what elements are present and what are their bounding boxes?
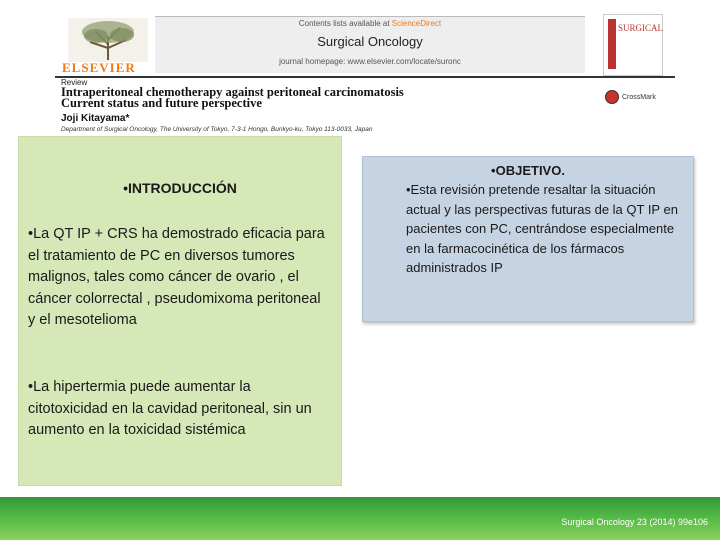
contents-availability (155, 19, 585, 28)
journal-title-banner (155, 16, 585, 73)
article-title (61, 87, 581, 109)
footer-citation: Surgical Oncology 23 (2014) 99e106 (561, 517, 708, 527)
sciencedirect-link[interactable]: ScienceDirect (391, 19, 442, 28)
crossmark-badge[interactable] (605, 90, 663, 104)
crossmark-label: CrossMark (622, 93, 656, 101)
journal-name: Surgical Oncology (317, 34, 423, 49)
objetivo-body: •Esta revisión pretende resaltar la situación actual y las perspectivas futuras de la QT IP en pacientes con PC, centrándose especialmente en la farmacocinética de los fármacos administrados IP (406, 182, 678, 275)
header-divider (55, 76, 675, 78)
contents-prefix: Contents lists available at (298, 19, 392, 28)
elsevier-wordmark: ELSEVIER (62, 60, 136, 75)
article-type: Review (61, 78, 88, 87)
journal-article-header (55, 12, 675, 132)
introduccion-paragraph-2: •La hipertermia puede aumentar la citotoxicidad en la cavidad peritoneal, sin un aumento en la toxicidad sistémica (28, 379, 312, 438)
article-author: Joji Kitayama* (61, 113, 130, 124)
introduccion-heading: •INTRODUCCIÓN (123, 180, 237, 196)
elsevier-tree-icon (68, 18, 148, 62)
introduccion-paragraph-1: •La QT IP + CRS ha demostrado eficacia para el tratamiento de PC en diversos tumores malignos, tales como cáncer de ovario , el cáncer colorrectal , pseudomixoma peritoneal y el mesotelioma (28, 226, 325, 328)
objetivo-heading: •OBJETIVO. (491, 163, 565, 178)
journal-homepage[interactable]: journal homepage: www.elsevier.com/locate/suronc (279, 57, 461, 66)
article-title-line1: Intraperitoneal chemotherapy against peritoneal carcinomatosis (61, 85, 404, 99)
cover-stripe (608, 19, 616, 69)
elsevier-logo (60, 16, 150, 76)
author-affiliation: Department of Surgical Oncology, The University of Tokyo, 7-3-1 Hongo, Bunkyo-ku, Tokyo 113-0033, Japan (61, 126, 373, 133)
crossmark-icon (605, 90, 619, 104)
cover-title: SURGICAL (618, 23, 664, 33)
article-title-line2: Current status and future perspective (61, 96, 262, 110)
journal-cover-thumbnail (603, 14, 663, 76)
